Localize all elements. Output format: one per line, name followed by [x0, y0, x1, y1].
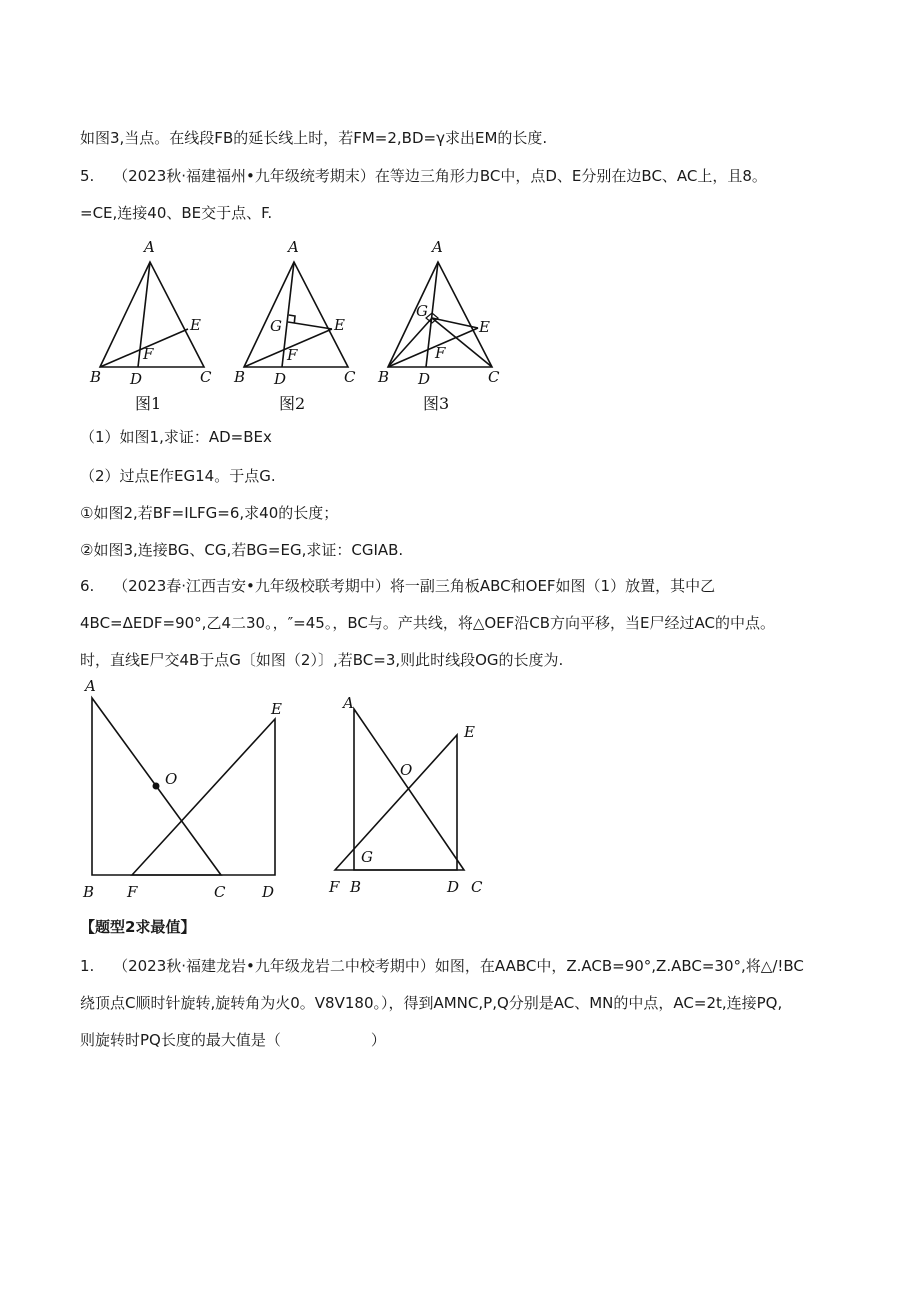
problem-number: 1.	[80, 957, 95, 975]
problem1-text-1: （2023秋·福建龙岩•九年级龙岩二中校考期中）如图，在AABC中，Z.ACB=90°,Z.ABC=30°,将△/!BC	[113, 957, 804, 975]
problem5-line1	[80, 166, 767, 186]
problem5-q2: （2）过点E作EG14。于点G.	[80, 467, 276, 485]
fig2-label-e: E	[334, 316, 345, 334]
problem4-tail: 如图3,当点。在线段FB的延长线上时，若FM=2,BD=γ求出EM的长度.	[80, 129, 548, 147]
fig6-1-label-a: A	[85, 677, 96, 695]
problem1-line3: 则旋转时PQ长度的最大值是（ ）	[80, 1031, 386, 1049]
fig1-label-e: E	[190, 316, 201, 334]
fig6-2-label-a: A	[343, 694, 354, 712]
problem1-line2: 绕顶点C顺时针旋转,旋转角为火0。V8V180。），得到AMNC,P,Q分别是AC、MN的中点，AC=2t,连接PQ,	[80, 994, 783, 1012]
fig1-label-d: D	[130, 370, 143, 388]
fig3-segment-bg	[388, 318, 432, 367]
fig1-caption: 图1	[135, 394, 162, 413]
fig3-label-b: B	[378, 368, 390, 386]
fig2-label-b: B	[234, 368, 246, 386]
fig3-label-f: F	[435, 344, 446, 362]
fig6-2-triangle-abc	[354, 709, 464, 870]
fig6-2-label-g: G	[361, 848, 373, 866]
fig1-label-b: B	[90, 368, 102, 386]
fig2-label-d: D	[274, 370, 287, 388]
fig1-label-f: F	[143, 345, 154, 363]
fig2-label-g: G	[270, 317, 282, 335]
fig2-label-c: C	[344, 368, 356, 386]
figure-3	[377, 238, 500, 413]
fig3-label-e: E	[479, 318, 490, 336]
problem-number: 5.	[80, 167, 95, 185]
problem5-q2-1: ①如图2,若BF=ILFG=6,求40的长度；	[80, 504, 339, 522]
problem6-figures	[75, 672, 505, 902]
fig6-2-label-o: O	[400, 761, 413, 779]
problem6-figure-2	[328, 694, 483, 896]
section-heading: 【题型2求最值】	[80, 918, 196, 936]
fig6-1-label-f: F	[127, 883, 138, 901]
problem-number: 6.	[80, 577, 95, 595]
problem6-line2: 4BC=ΔEDF=90°,乙4二30。，″=45。，BC与。产共线，将△OEF沿CB方向平移，当E尸经过AC的中点。	[80, 614, 776, 632]
fig6-2-label-e: E	[464, 723, 475, 741]
fig6-1-label-d: D	[262, 883, 275, 901]
fig3-segment-be	[388, 328, 478, 367]
figure-2	[233, 238, 356, 413]
problem6-line1	[80, 576, 715, 596]
problem5-q2-2: ②如图3,连接BG、CG,若BG=EG,求证：CGIAB.	[80, 541, 404, 559]
fig3-caption: 图3	[423, 394, 450, 413]
fig6-1-label-o: O	[165, 770, 178, 788]
fig2-caption: 图2	[279, 394, 306, 413]
fig6-2-label-b: B	[350, 878, 362, 896]
fig3-label-g: G	[416, 302, 428, 320]
fig6-2-label-c: C	[471, 878, 483, 896]
problem1-line1	[80, 956, 804, 976]
fig2-label-a: A	[288, 238, 299, 256]
figure-1	[89, 238, 212, 413]
fig6-1-label-e: E	[271, 700, 282, 718]
fig3-label-a: A	[432, 238, 443, 256]
problem6-line3: 时，直线E尸交4B于点G〔如图（2）〕,若BC=3,则此时线段OG的长度为.	[80, 651, 564, 669]
fig6-2-label-f: F	[329, 878, 340, 896]
problem5-text-1: （2023秋·福建福州•九年级统考期末）在等边三角形力BC中，点D、E分别在边BC、AC上，且8。	[113, 167, 767, 185]
fig2-label-f: F	[287, 346, 298, 364]
problem6-figure-1	[82, 677, 282, 901]
fig3-label-d: D	[418, 370, 431, 388]
fig6-2-label-d: D	[447, 878, 460, 896]
fig6-1-label-b: B	[83, 883, 95, 901]
problem5-q1: （1）如图1,求证：AD=BEx	[80, 428, 272, 446]
problem6-text-1: （2023春·江西吉安•九年级校联考期中）将一副三角板ABC和OEF如图（1）放置，其中乙	[113, 577, 716, 595]
fig6-1-point-o	[153, 783, 160, 790]
fig1-label-c: C	[200, 368, 212, 386]
fig6-1-label-c: C	[214, 883, 226, 901]
problem5-figures	[80, 230, 520, 420]
fig1-label-a: A	[144, 238, 155, 256]
problem5-line2: =CE,连接40、BE交于点、F.	[80, 204, 273, 222]
fig3-label-c: C	[488, 368, 500, 386]
